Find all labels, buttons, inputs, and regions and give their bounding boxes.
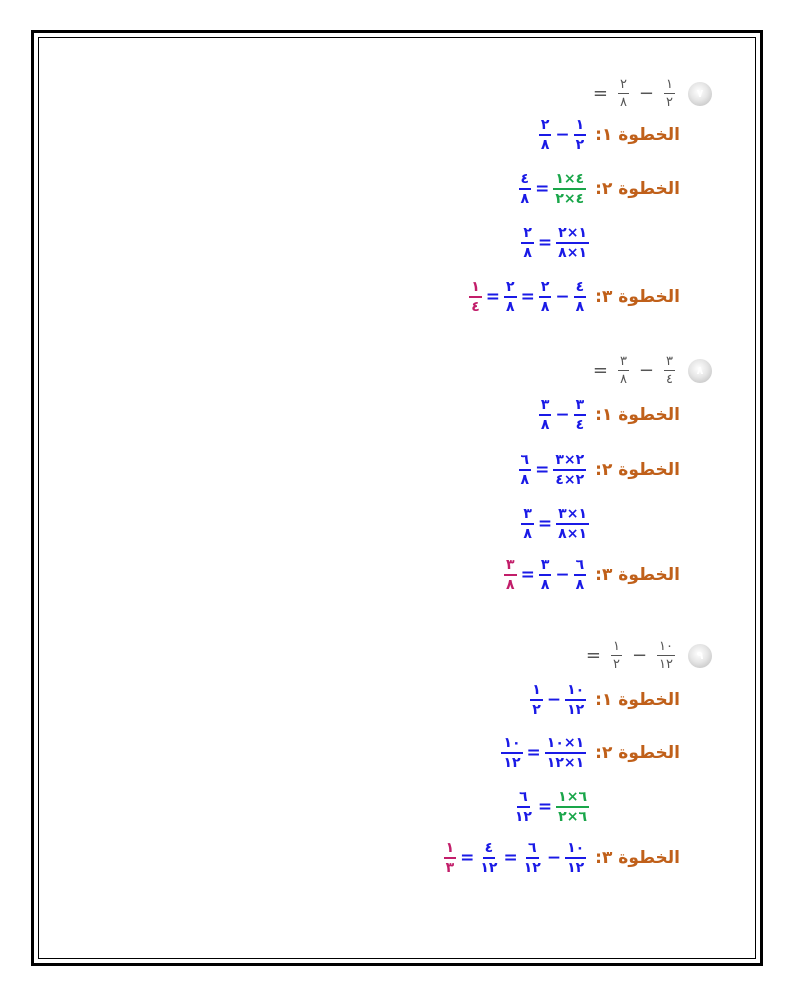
step-2-continued xyxy=(512,790,590,824)
step-label: الخطوة ٣: xyxy=(595,565,680,585)
equals-sign: = xyxy=(592,83,608,104)
minus-sign: − xyxy=(555,125,570,145)
equals-sign: = xyxy=(585,645,601,666)
fraction: $\frac{١\times ١٠}{١\times ١٢}$ xyxy=(546,735,585,771)
fraction: $\frac{١٠}{١٢}$ xyxy=(567,840,585,876)
minus-sign: − xyxy=(638,360,655,381)
step-label: الخطوة ٢: xyxy=(595,179,680,199)
minus-sign: − xyxy=(546,848,562,868)
fraction: $\frac{١٠}{١٢}$ xyxy=(659,639,673,672)
equals-sign: = xyxy=(520,287,535,307)
fraction: $\frac{٣}{٨}$ xyxy=(523,506,532,542)
fraction: $\frac{٦}{٨}$ xyxy=(575,557,585,593)
equals-sign: = xyxy=(592,360,608,381)
fraction: $\frac{٢\times ٣}{٢\times ٤}$ xyxy=(555,452,585,488)
step-label: الخطوة ١: xyxy=(595,125,680,145)
step-1 xyxy=(529,683,680,717)
fraction: $\frac{٤}{١٢}$ xyxy=(480,840,498,876)
fraction: $\frac{٣}{٨}$ xyxy=(540,397,550,433)
equals-sign: = xyxy=(535,179,550,199)
final-answer-fraction: $\frac{١}{٣}$ xyxy=(445,840,455,876)
fraction: $\frac{٤}{٨}$ xyxy=(575,279,585,315)
step-label: الخطوة ١: xyxy=(595,690,680,710)
equals-sign: = xyxy=(503,848,518,868)
minus-sign: − xyxy=(546,690,562,710)
final-answer-fraction: $\frac{٣}{٨}$ xyxy=(506,557,515,593)
problem-number-badge: ٩ xyxy=(688,644,712,668)
fraction: $\frac{١\times ٢}{١\times ٨}$ xyxy=(558,225,587,261)
fraction: $\frac{٣}{٨}$ xyxy=(619,354,627,387)
step-label: الخطوة ٣: xyxy=(595,848,680,868)
fraction: $\frac{٦}{٨}$ xyxy=(520,452,530,488)
fraction: $\frac{٢}{٨}$ xyxy=(540,279,550,315)
fraction: $\frac{١٠}{١٢}$ xyxy=(503,735,521,771)
minus-sign: − xyxy=(555,565,570,585)
fraction: $\frac{٢}{٨}$ xyxy=(540,117,550,153)
step-3 xyxy=(443,841,680,875)
fraction: $\frac{١}{٢}$ xyxy=(666,77,673,110)
fraction: $\frac{٣}{٤}$ xyxy=(575,397,585,433)
fraction: $\frac{١\times ٣}{١\times ٨}$ xyxy=(558,506,587,542)
fraction: $\frac{١}{٢}$ xyxy=(612,639,620,672)
equals-sign: = xyxy=(520,565,535,585)
equals-sign: = xyxy=(537,797,553,817)
fraction: $\frac{٢}{٨}$ xyxy=(619,77,627,110)
fraction: $\frac{١٠}{١٢}$ xyxy=(567,682,585,718)
fraction: $\frac{٣}{٤}$ xyxy=(666,354,673,387)
fraction: $\frac{١}{٢}$ xyxy=(532,682,541,718)
equals-sign: = xyxy=(485,287,501,307)
equals-sign: = xyxy=(526,743,541,763)
problem-number-badge: ٨ xyxy=(688,359,712,383)
minus-sign: − xyxy=(555,405,570,425)
equals-sign: = xyxy=(460,848,475,868)
fraction: $\frac{٦}{١٢}$ xyxy=(523,840,541,876)
fraction: $\frac{٤}{٨}$ xyxy=(520,171,530,207)
fraction: $\frac{٢}{٨}$ xyxy=(506,279,515,315)
fraction: $\frac{٣}{٨}$ xyxy=(540,557,550,593)
minus-sign: − xyxy=(638,83,655,104)
step-label: الخطوة ٢: xyxy=(595,743,680,763)
step-2 xyxy=(500,736,680,770)
equals-sign: = xyxy=(537,233,553,253)
fraction: $\frac{٦}{١٢}$ xyxy=(514,789,532,825)
minus-sign: − xyxy=(555,287,570,307)
equals-sign: = xyxy=(537,514,553,534)
fraction: $\frac{٦\times ١}{٦\times ٢}$ xyxy=(558,789,587,825)
equals-sign: = xyxy=(535,460,550,480)
step-label: الخطوة ٢: xyxy=(595,460,680,480)
fraction: $\frac{٤\times ١}{٤\times ٢}$ xyxy=(555,171,585,207)
problem-header xyxy=(577,640,712,671)
fraction: $\frac{٢}{٨}$ xyxy=(523,225,532,261)
problem-number-badge: ٧ xyxy=(688,82,712,106)
step-label: الخطوة ١: xyxy=(595,405,680,425)
minus-sign: − xyxy=(631,645,648,666)
fraction: $\frac{١}{٢}$ xyxy=(575,117,585,153)
step-label: الخطوة ٣: xyxy=(595,287,680,307)
final-answer-fraction: $\frac{١}{٤}$ xyxy=(471,279,480,315)
